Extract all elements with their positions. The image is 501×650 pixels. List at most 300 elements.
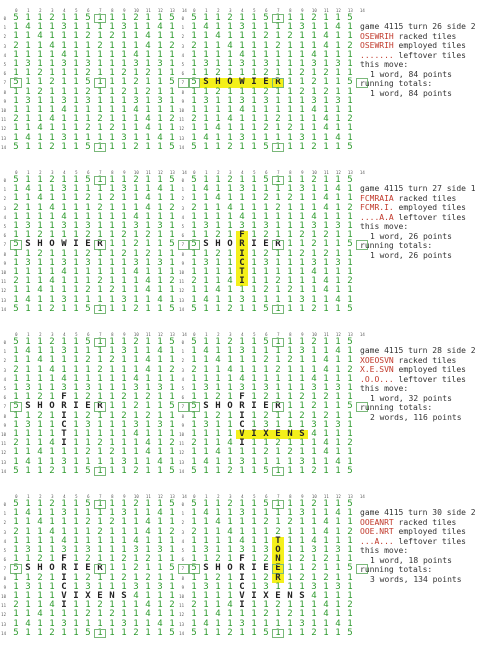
board-square: 1	[37, 202, 43, 213]
board-square: 1	[13, 346, 19, 357]
board-square: 1	[263, 600, 269, 611]
board-square: 1	[73, 535, 79, 546]
board-square: 1	[49, 572, 55, 583]
board-square: 1	[275, 95, 281, 106]
column-label: 14	[359, 494, 365, 499]
board-square: 4	[145, 609, 151, 620]
board-square: 1	[37, 22, 43, 33]
board-square: 1	[109, 230, 115, 241]
board-square: 1	[61, 499, 67, 509]
board-square: 2	[275, 202, 281, 213]
board-square: 1	[169, 545, 175, 555]
row-label: 2	[3, 520, 6, 526]
board-square: 5	[169, 13, 175, 23]
board-square: 3	[299, 618, 305, 629]
column-label: 0	[15, 494, 18, 499]
board-square: 1	[13, 31, 19, 42]
row-label: 9	[181, 98, 184, 104]
board-square: 1	[157, 554, 163, 565]
board-square: 2	[49, 499, 55, 509]
board-square: 1	[37, 618, 43, 629]
board-square: 3	[311, 419, 317, 430]
board-square: 1	[73, 77, 79, 88]
board-square: 1	[191, 346, 197, 357]
board-square: 2	[13, 114, 19, 125]
board-square: 1	[109, 86, 115, 97]
board-square: 4	[311, 591, 317, 601]
board-square: 1	[49, 132, 55, 143]
column-label: 12	[157, 494, 163, 499]
row-label: 8	[3, 251, 6, 257]
board-square: 1	[203, 267, 209, 277]
board-square: 1	[311, 364, 317, 375]
row-label: 7	[3, 242, 6, 248]
board-square: 1	[13, 581, 19, 592]
board-square: 1	[121, 447, 127, 458]
board-square: 2	[97, 364, 103, 375]
board-square: 1	[61, 276, 67, 287]
board-square: 1	[335, 410, 341, 421]
board-square: 1	[191, 618, 197, 629]
board-square: 1	[97, 447, 103, 458]
row-label: 11	[1, 279, 6, 285]
board-square: 2	[311, 337, 317, 347]
board-square: 1	[203, 447, 209, 458]
board-square: 1	[251, 545, 257, 555]
board-square: 1	[203, 373, 209, 384]
board-square: 1	[227, 383, 233, 393]
board-square: H	[212, 78, 224, 87]
board-square: 1	[73, 419, 79, 430]
board-square: 1	[49, 535, 55, 546]
board-square: 2	[347, 438, 353, 449]
board-square: 2	[275, 364, 281, 375]
leftover-tiles: ....A.A	[360, 212, 394, 222]
board-square: 4	[215, 285, 221, 296]
board-square: 2	[311, 303, 317, 314]
board-square: 1	[37, 211, 43, 222]
column-label: 11	[323, 332, 329, 337]
board-square: 1	[97, 419, 103, 430]
board-square: 1	[239, 355, 245, 366]
board-square: 2	[49, 337, 55, 347]
board-square: 2	[133, 499, 139, 509]
column-label: 6	[265, 8, 268, 13]
row-label: 2	[3, 358, 6, 364]
board-square: 1	[275, 456, 281, 467]
board-square: 3	[263, 59, 269, 69]
board-square: 1	[299, 337, 305, 347]
board-square: 1	[335, 591, 341, 601]
board-square: 1	[347, 456, 353, 467]
board-square: 1	[215, 456, 221, 467]
board-square: 1	[227, 508, 233, 519]
board-square: 1	[25, 392, 31, 403]
board-square: 1	[157, 141, 163, 152]
running-value: 2 words, 116 points	[370, 412, 462, 422]
racked-label: racked tiles	[398, 355, 457, 365]
board-square: 1	[311, 572, 317, 583]
board-square: 1	[61, 86, 67, 97]
board-square: 1	[215, 429, 221, 439]
board-square: E	[263, 563, 269, 574]
this-move-label: this move:	[360, 60, 409, 69]
board-square: 1	[73, 230, 79, 241]
board-square: 4	[335, 22, 341, 33]
board-square: 1	[97, 49, 103, 60]
board-square: 1	[145, 59, 151, 69]
board-square: 1	[61, 337, 67, 347]
board-square: 3	[299, 294, 305, 305]
board-square: 4	[145, 114, 151, 125]
board-square: 1	[227, 609, 233, 620]
board-square: 4	[203, 618, 209, 629]
column-label: 13	[347, 170, 353, 175]
board-square: 1	[215, 545, 221, 555]
board-square: 4	[49, 202, 55, 213]
game-board	[1, 170, 187, 326]
board-square: 4	[203, 132, 209, 143]
board-square: 1	[227, 49, 233, 60]
column-label: 8	[289, 494, 292, 499]
board-square: 2	[287, 609, 293, 620]
row-label: 11	[179, 279, 184, 285]
board-square: 1	[203, 517, 209, 528]
column-label: 6	[265, 332, 268, 337]
board-square: 3	[133, 221, 139, 231]
board-square: 1	[299, 31, 305, 42]
board-square: 1	[227, 31, 233, 42]
board-square: 1	[169, 517, 175, 528]
column-label: 12	[157, 170, 163, 175]
board-square: 2	[13, 40, 19, 51]
board-square: 1	[335, 572, 341, 583]
board-square: 2	[263, 31, 269, 42]
board-square: 2	[49, 303, 55, 314]
board-square: 1	[25, 438, 31, 449]
board-square: 5	[13, 13, 19, 23]
board-square: 1	[61, 230, 67, 241]
board-square: 1	[61, 40, 67, 51]
board-square: 1	[251, 618, 257, 629]
board-square: 1	[97, 618, 103, 629]
board-square: 1	[85, 184, 91, 195]
column-label: 14	[181, 332, 187, 337]
board-square: 5	[263, 337, 269, 347]
board-square: 4	[145, 202, 151, 213]
board-square: 1	[49, 581, 55, 592]
board-square: 1	[215, 202, 221, 213]
board-square: 1	[323, 184, 329, 195]
board-square: 1	[275, 193, 281, 204]
employed-label: employed tiles	[398, 527, 466, 536]
board-square: 1	[239, 202, 245, 213]
board-square: 1	[311, 355, 317, 366]
row-label: 12	[179, 288, 184, 294]
board-square: 1	[49, 456, 55, 467]
board-square: 2	[121, 68, 127, 79]
board-square: 4	[157, 618, 163, 629]
row-label: 1	[3, 349, 6, 355]
column-label: 9	[301, 332, 304, 337]
board-square: 1	[347, 554, 353, 565]
board-square: 1	[25, 465, 31, 476]
board-square: 5	[85, 465, 91, 476]
board-square: 1	[157, 276, 163, 287]
board-square: 1	[49, 105, 55, 115]
board-square: 1	[169, 554, 175, 565]
column-label: 11	[145, 8, 151, 13]
column-label: 9	[123, 494, 126, 499]
row-label: 7	[181, 404, 184, 410]
row-label: 13	[179, 297, 184, 303]
board-square: 5	[85, 141, 91, 152]
board-square: 1	[145, 401, 151, 412]
board-square: 1	[157, 364, 163, 375]
board-square: 4	[335, 132, 341, 143]
leftover-label: leftover tiles	[398, 374, 466, 384]
board-square: 2	[133, 401, 139, 412]
board-square: E	[85, 563, 91, 574]
board-square: 1	[169, 267, 175, 277]
board-square: 1	[275, 373, 281, 384]
board-square: 2	[13, 276, 19, 287]
board-square: 2	[299, 410, 305, 421]
board-square: 3	[263, 221, 269, 231]
board-square: 1	[13, 410, 19, 421]
board-square: 3	[61, 294, 67, 305]
board-square: 1	[145, 257, 151, 268]
board-square: 2	[49, 175, 55, 185]
board-square: 1	[227, 373, 233, 384]
board-square: 1	[251, 364, 257, 375]
game-board	[1, 332, 187, 488]
board-square: 1	[227, 230, 233, 241]
board-square: 1	[227, 59, 233, 69]
board-square: 2	[37, 392, 43, 403]
board-square: 1	[191, 373, 197, 384]
board-square: 1	[215, 465, 221, 476]
board-square: O	[49, 563, 55, 574]
board-square: 4	[203, 184, 209, 195]
board-square: 1	[227, 184, 233, 195]
board-square: 1	[97, 248, 103, 259]
board-square: 1	[263, 346, 269, 357]
board-square: 1	[97, 105, 103, 115]
board-square: 3	[335, 221, 341, 231]
board-square: 1	[287, 563, 293, 574]
board-square: 5	[263, 175, 269, 185]
board-square: 3	[299, 22, 305, 33]
board-square: 1	[13, 591, 19, 601]
board-square: T	[61, 429, 67, 439]
board-square: 1	[215, 383, 221, 393]
board-square: 1	[215, 508, 221, 519]
board-square: 1	[109, 303, 115, 314]
board-square: 2	[133, 13, 139, 23]
board-square: 4	[25, 456, 31, 467]
board-square: 3	[25, 419, 31, 430]
board-square: 3	[203, 59, 209, 69]
row-label: 12	[1, 450, 6, 456]
board-square: 1	[275, 508, 281, 519]
board-square: 1	[287, 346, 293, 357]
board-square: F	[239, 392, 245, 403]
board-square: 4	[61, 267, 67, 277]
column-label: 11	[323, 170, 329, 175]
board-square: 1	[251, 499, 257, 509]
board-square: 1	[311, 618, 317, 629]
board-square: 1	[13, 267, 19, 277]
board-square: 1	[311, 132, 317, 143]
board-square: 1	[157, 248, 163, 259]
board-square: 1	[109, 294, 115, 305]
board-square: 5	[191, 337, 197, 347]
board-square: 1	[13, 193, 19, 204]
board-square: 3	[335, 383, 341, 393]
board-square: 1	[61, 248, 67, 259]
board-square: 1	[287, 86, 293, 97]
row-label: 4	[3, 538, 6, 544]
board-square: 1	[335, 68, 341, 79]
board-square: 1	[25, 105, 31, 115]
board-square: 1	[97, 267, 103, 277]
this-move-label: this move:	[360, 546, 409, 555]
board-square: N	[109, 591, 115, 601]
board-square: 1	[25, 526, 31, 537]
row-label: 12	[1, 288, 6, 294]
board-square: 1	[347, 618, 353, 629]
board-square: 1	[335, 123, 341, 134]
board-square: 3	[121, 22, 127, 33]
board-square: 1	[191, 581, 197, 592]
board-square: 5	[347, 13, 353, 23]
board-square: 1	[275, 211, 281, 222]
board-square: 4	[323, 526, 329, 537]
board-square: 1	[239, 68, 245, 79]
board-square: 1	[61, 202, 67, 213]
row-label: 8	[181, 251, 184, 257]
board-square: 1	[275, 59, 281, 69]
board-square: 1	[37, 383, 43, 393]
game-board	[179, 494, 365, 650]
board-square: 1	[145, 373, 151, 384]
board-square: 1	[227, 22, 233, 33]
board-square: 1	[73, 123, 79, 134]
board-square: 2	[311, 499, 317, 509]
board-square: R	[239, 563, 245, 574]
board-square: 1	[73, 285, 79, 296]
board-square: 1	[239, 114, 245, 125]
board-square: 1	[203, 248, 209, 259]
board-square: 4	[133, 49, 139, 60]
board-square: 1	[97, 456, 103, 467]
board-square: 1	[157, 373, 163, 384]
board-square: 1	[73, 59, 79, 69]
board-square: 4	[311, 105, 317, 115]
board-square: 2	[169, 276, 175, 287]
board-square: 4	[239, 105, 245, 115]
board-square: 1	[299, 609, 305, 620]
board-square: 4	[157, 294, 163, 305]
board-square: 1	[73, 364, 79, 375]
board-square	[356, 448, 368, 457]
board-square: 1	[272, 338, 284, 347]
column-label: 5	[75, 170, 78, 175]
board-square: 1	[227, 419, 233, 430]
board-square: 2	[145, 554, 151, 565]
column-label: 10	[133, 332, 139, 337]
column-label: 14	[359, 170, 365, 175]
board-square: 1	[169, 193, 175, 204]
board-square: 2	[263, 285, 269, 296]
board-square: 1	[145, 618, 151, 629]
board-square: 1	[347, 373, 353, 384]
board-square: 1	[275, 31, 281, 42]
board-square: 1	[49, 211, 55, 222]
board-square: 2	[191, 438, 197, 449]
board-square: 1	[133, 618, 139, 629]
board-square: 1	[191, 257, 197, 268]
row-label: 0	[181, 16, 184, 21]
board-square: 1	[121, 355, 127, 366]
board-square: 1	[251, 609, 257, 620]
board-square: 3	[85, 257, 91, 268]
column-label: 10	[133, 8, 139, 13]
board-square: S	[299, 591, 305, 601]
board-square: 1	[121, 193, 127, 204]
row-label: 8	[181, 575, 184, 581]
board-square: 1	[287, 438, 293, 449]
board-square: V	[239, 591, 245, 601]
board-square: 1	[251, 257, 257, 268]
board-square: 1	[323, 77, 329, 88]
board-square: 1	[61, 31, 67, 42]
board-square: 1	[85, 294, 91, 305]
board-square: 1	[121, 211, 127, 222]
board-square: 2	[85, 447, 91, 458]
board-square: 1	[299, 419, 305, 430]
board-square: 1	[25, 49, 31, 60]
column-label: 1	[27, 332, 30, 337]
board-square: 1	[191, 392, 197, 403]
board-square	[356, 277, 368, 286]
board-square: 1	[323, 429, 329, 439]
board-square: 4	[311, 373, 317, 384]
board-square: 1	[73, 618, 79, 629]
board-square: 3	[25, 95, 31, 106]
board-square: 1	[215, 337, 221, 347]
board-square: 1	[109, 114, 115, 125]
board-square: 1	[323, 508, 329, 519]
board-square: 1	[299, 383, 305, 393]
board-square: 1	[323, 105, 329, 115]
board-square: 4	[239, 535, 245, 546]
board-square: 4	[25, 132, 31, 143]
board-square: 1	[263, 267, 269, 277]
board-square: 3	[311, 95, 317, 106]
board-square: 1	[13, 221, 19, 231]
running-value: 1 word, 84 points	[370, 88, 452, 98]
board-square: 1	[227, 456, 233, 467]
board-square: 1	[25, 68, 31, 79]
board-square: 1	[85, 364, 91, 375]
board-square: 2	[347, 40, 353, 51]
row-label: 11	[179, 441, 184, 447]
board-square: R	[94, 240, 106, 249]
board-square: 2	[109, 517, 115, 528]
board-square: 1	[311, 22, 317, 33]
